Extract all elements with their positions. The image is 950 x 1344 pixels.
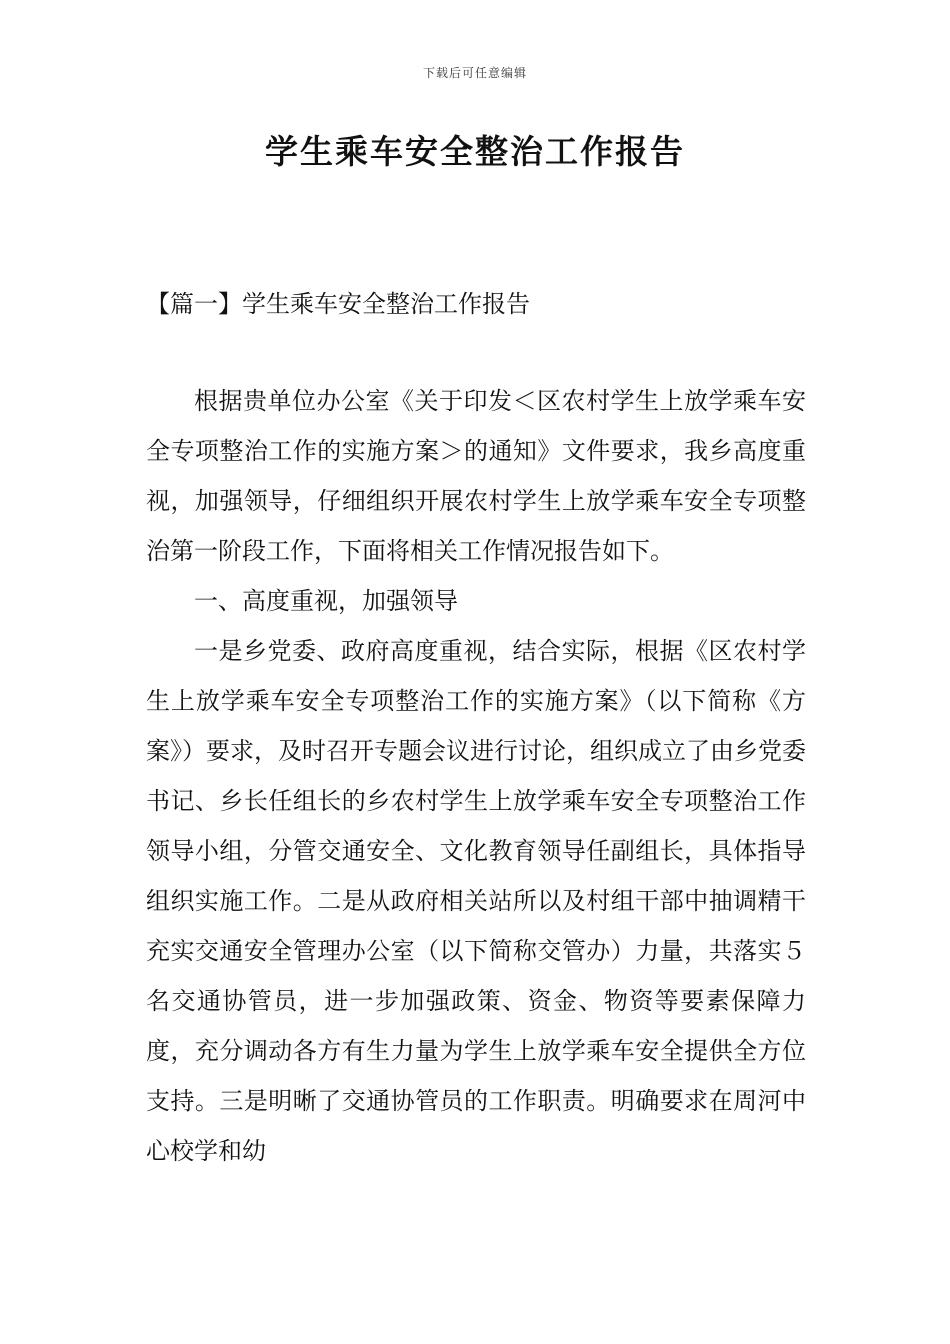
paragraph-subheading: 一、高度重视，加强领导: [194, 587, 458, 615]
paragraph-detail: 一是乡党委、政府高度重视，结合实际，根据《区农村学生上放学乘车安全专项整治工作的实施方案》（以下简称《方案》）要求，及时召开专题会议进行讨论，组织成立了由乡党委书记、乡长任组长的乡农村学生上放学乘车安全专项整治工作领导小组，分管交通安全、文化教育领导任副组长，具体指导组织实施工作。二是从政府相关站所以及村组干部中抽调精干充实交通安全管理办公室（以下简称交管办）力量，共落实５名交通协管员，进一步加强政策、资金、物资等要素保障力度，充分调动各方有生力量为学生上放学乘车安全提供全方位支持。三是明晰了交通协管员的工作职责。明确要求在周河中心校学和幼: [146, 637, 806, 1165]
document-title: 学生乘车安全整治工作报告: [265, 132, 685, 171]
document-body: [146, 376, 806, 1176]
page-header-note: 下载后可任意编辑: [422, 66, 527, 80]
section-heading: 【篇一】学生乘车安全整治工作报告: [146, 290, 530, 318]
paragraph-intro: 根据贵单位办公室《关于印发＜区农村学生上放学乘车安全专项整治工作的实施方案＞的通知》文件要求，我乡高度重视，加强领导，仔细组织开展农村学生上放学乘车安全专项整治第一阶段工作，下面将相关工作情况报告如下。: [146, 387, 806, 565]
